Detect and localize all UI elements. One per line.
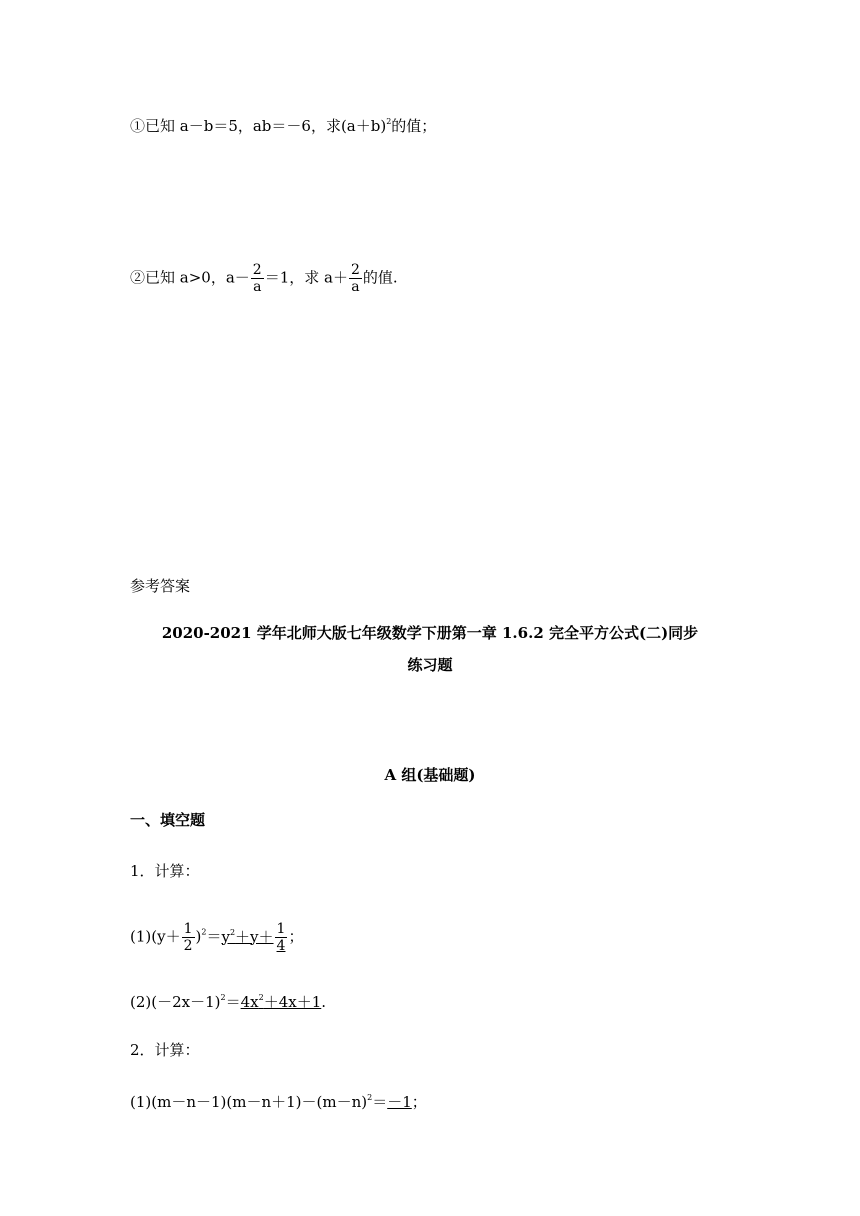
answer-exponent: 2: [258, 993, 264, 1002]
group-title: A 组(基础题): [384, 766, 476, 784]
fraction-numerator: 1: [276, 921, 286, 937]
answer-term: ＋y＋: [235, 927, 274, 946]
document-title-line-2: 练习题: [407, 656, 453, 674]
fraction-numerator: 2: [252, 262, 262, 278]
item-2-1-exponent: 2: [367, 1093, 373, 1102]
item-2-1-answer: －1: [387, 1093, 412, 1111]
item-2-1-tail: ；: [411, 1093, 427, 1111]
question-a: [130, 112, 436, 136]
question-b-part1: ②已知 a>0，a－: [130, 268, 250, 287]
fraction-denominator: 2: [183, 938, 193, 954]
item-1-1-answer: [221, 928, 273, 946]
item-1-2: [130, 988, 326, 1012]
question-b-part2: ＝1，求 a＋: [264, 268, 348, 287]
item-2-heading: 2．计算：: [130, 1041, 200, 1059]
fraction-denominator: a: [351, 279, 360, 295]
item-1-1-exponent: 2: [201, 927, 207, 937]
fraction-numerator: 2: [350, 262, 360, 278]
item-1-1-equals: ＝: [206, 927, 222, 946]
answer-term: y: [221, 927, 230, 946]
question-b-part3: 的值.: [362, 268, 398, 287]
question-b-fraction-2: [349, 262, 362, 295]
item-1-heading: 1．计算：: [130, 862, 200, 880]
answer-term: 4x: [240, 993, 259, 1011]
item-1-2-prefix: (2)(－2x－1): [130, 993, 221, 1011]
section-heading: 一、填空题: [130, 811, 206, 829]
answer-term: ＋4x＋1: [263, 993, 322, 1011]
item-1-1-prefix: (1)(y＋: [130, 927, 181, 946]
item-2-1: [130, 1088, 427, 1112]
answers-heading: 参考答案: [130, 577, 191, 595]
fraction-numerator: 1: [183, 921, 193, 937]
question-a-text: ①已知 a－b＝5，ab＝－6，求(a＋b): [130, 117, 387, 135]
item-1-2-answer: [241, 993, 322, 1011]
fraction-denominator: 4: [276, 938, 286, 954]
item-1-1-answer-fraction: [275, 921, 288, 954]
item-2-1-equals: ＝: [372, 1093, 388, 1111]
fraction-denominator: a: [253, 279, 262, 295]
item-2-1-prefix: (1)(m－n－1)(m－n＋1)－(m－n): [130, 1093, 368, 1111]
question-b-fraction-1: [251, 262, 264, 295]
item-1-2-equals: ＝: [225, 993, 241, 1011]
item-1-2-exponent: 2: [220, 993, 226, 1002]
item-1-1-tail: ；: [288, 927, 304, 946]
question-a-tail: 的值；: [391, 117, 437, 135]
document-title-line-1: 2020-2021 学年北师大版七年级数学下册第一章 1.6.2 完全平方公式(二)同步: [161, 624, 699, 642]
item-1-1-close: ): [195, 927, 202, 946]
item-1-1-fraction: [182, 921, 195, 954]
item-1-2-tail: .: [321, 993, 327, 1011]
question-a-exponent: 2: [386, 117, 392, 126]
answer-exponent: 2: [229, 927, 236, 937]
item-1-1: [130, 921, 303, 954]
question-b: [130, 262, 398, 295]
